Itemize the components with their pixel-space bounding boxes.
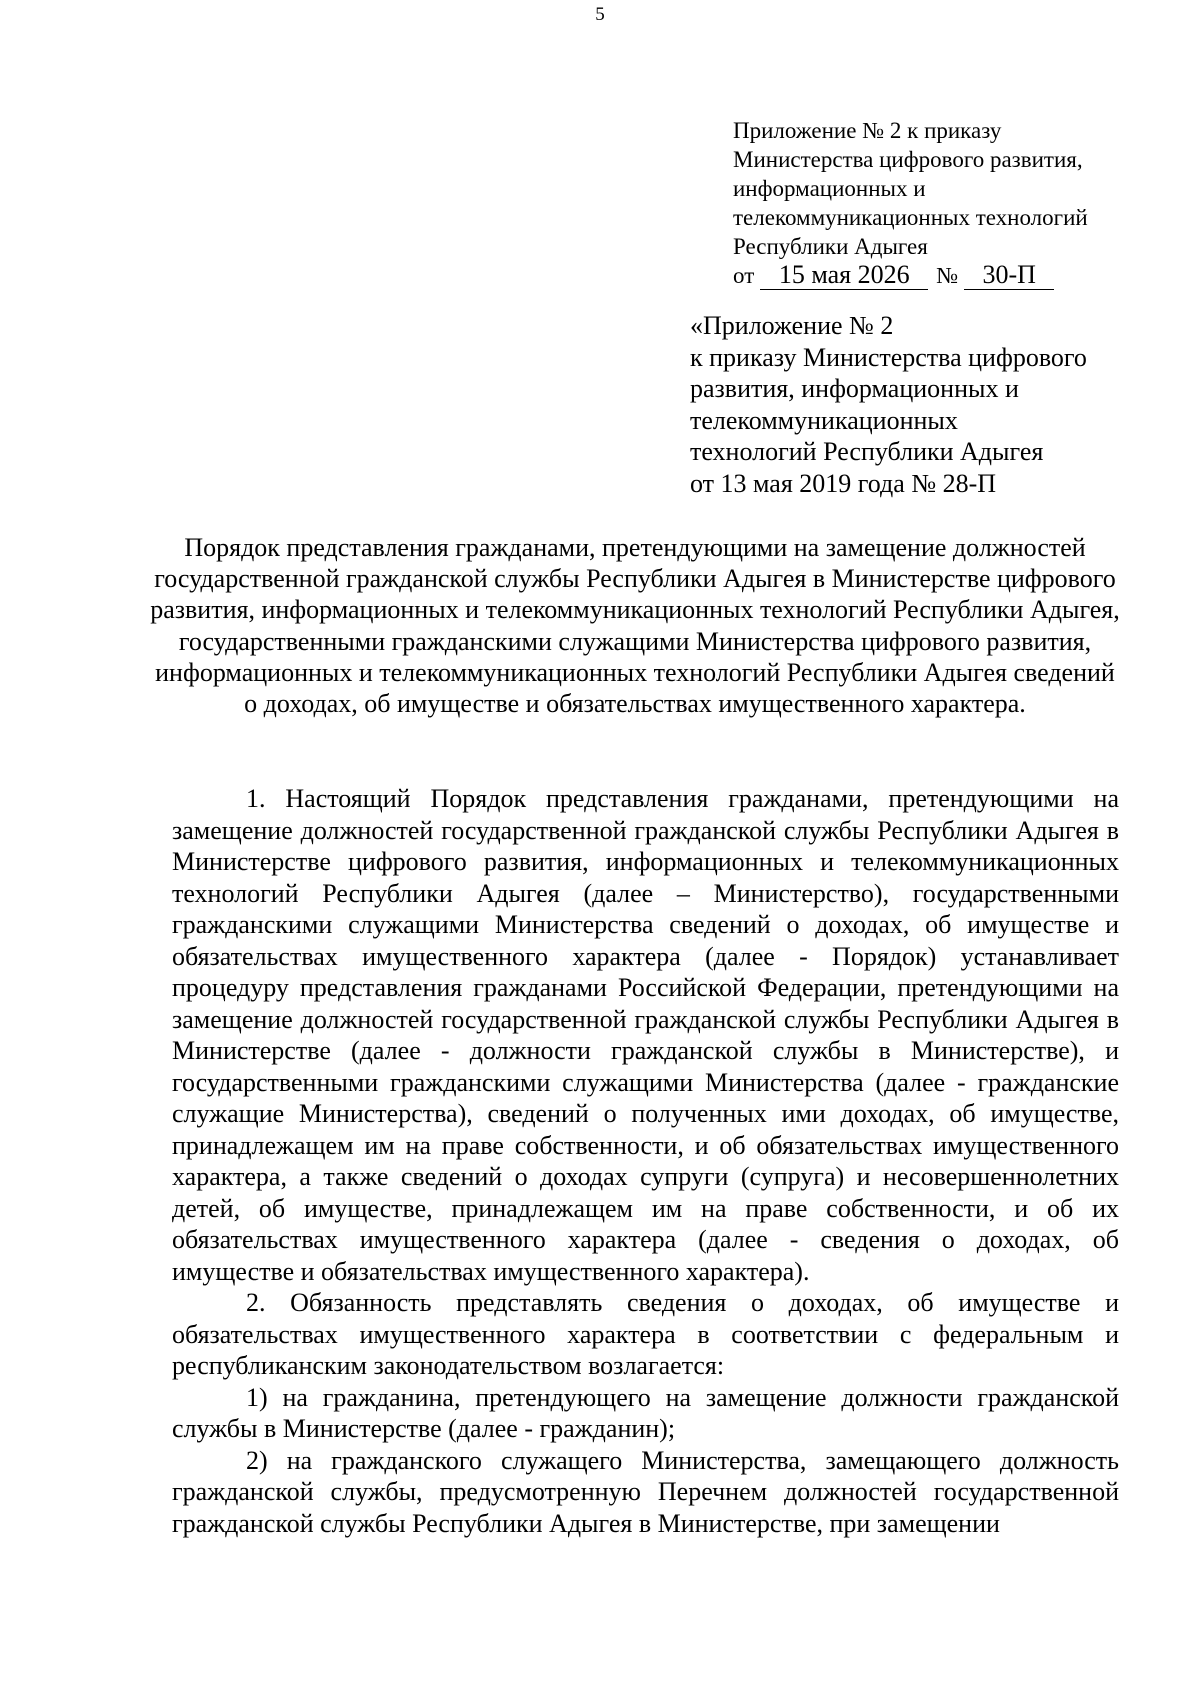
order-date: 15 мая 2026	[760, 262, 928, 290]
appendix-current-line: Республики Адыгея	[733, 234, 928, 259]
appendix-current-line: информационных и	[733, 176, 926, 201]
order-number: 30-П	[964, 262, 1054, 290]
appendix-current-line: телекоммуникационных технологий	[733, 205, 1088, 230]
document-title: Порядок представления гражданами, претендующими на замещение должностей государственной гражданской службы Республики Адыгея в Министерстве цифрового развития, информационных и телекоммуникационных технологий Республики Адыгея, государственными гражданскими служащими Министерства цифрового развития, информационных и телекоммуникационных технологий Республики Адыгея сведений о доходах, об имуществе и обязательствах имущественного характера.	[150, 533, 1120, 719]
appendix-original-line: телекоммуникационных	[690, 405, 958, 435]
appendix-original-line: развития, информационных и	[690, 374, 1019, 403]
date-prefix: от	[733, 263, 755, 288]
body-paragraph: 2. Обязанность представлять сведения о доходах, об имуществе и обязательствах имущественного характера в соответствии с федеральным и республиканским законодательством возлагается:	[172, 1288, 1119, 1380]
appendix-original-line: от 13 мая 2019 года № 28-П	[690, 468, 997, 498]
appendix-current-block	[733, 116, 1173, 290]
appendix-original-line: технологий Республики Адыгея	[690, 437, 1044, 466]
body-paragraph: 1) на гражданина, претендующего на замещение должности гражданской службы в Министерстве (далее - гражданин);	[172, 1382, 1119, 1443]
document-body	[172, 783, 1119, 1539]
number-prefix: №	[936, 263, 959, 288]
appendix-current-line: Министерства цифрового развития,	[733, 147, 1083, 172]
page-number: 5	[595, 4, 605, 25]
appendix-current-line: Приложение № 2 к приказу	[733, 118, 1002, 143]
order-date-number-line	[733, 261, 1173, 290]
appendix-original-line: к приказу Министерства цифрового	[690, 342, 1087, 372]
body-paragraph: 2) на гражданского служащего Министерства, замещающего должность гражданской службы, предусмотренную Перечнем должностей государственной гражданской службы Республики Адыгея в Министерстве, при замещении	[172, 1445, 1119, 1538]
body-paragraph: 1. Настоящий Порядок представления гражданами, претендующими на замещение должностей государственной гражданской службы Республики Адыгея в Министерстве цифрового развития, информационных и телекоммуникационных технологий Республики Адыгея (далее – Министерство), государственными гражданскими служащими Министерства сведений о доходах, об имуществе и обязательствах имущественного характера (далее - Порядок) устанавливает процедуру представления гражданами Российской Федерации, претендующими на замещение должностей государственной гражданской службы Республики Адыгея в Министерстве (далее - должности гражданской службы в Министерстве), и государственными гражданскими служащими Министерства (далее - гражданские служащие Министерства), сведений о полученных ими доходах, об имуществе, принадлежащем им на праве собственности, и об обязательствах имущественного характера, а также сведений о доходах супруги (супруга) и несовершеннолетних детей, об имуществе, принадлежащем им на праве собственности, и об их обязательствах имущественного характера (далее - сведения о доходах, об имуществе и обязательствах имущественного характера).	[172, 784, 1119, 1286]
appendix-original-line: «Приложение № 2	[690, 311, 894, 340]
appendix-original-block	[690, 310, 1140, 499]
